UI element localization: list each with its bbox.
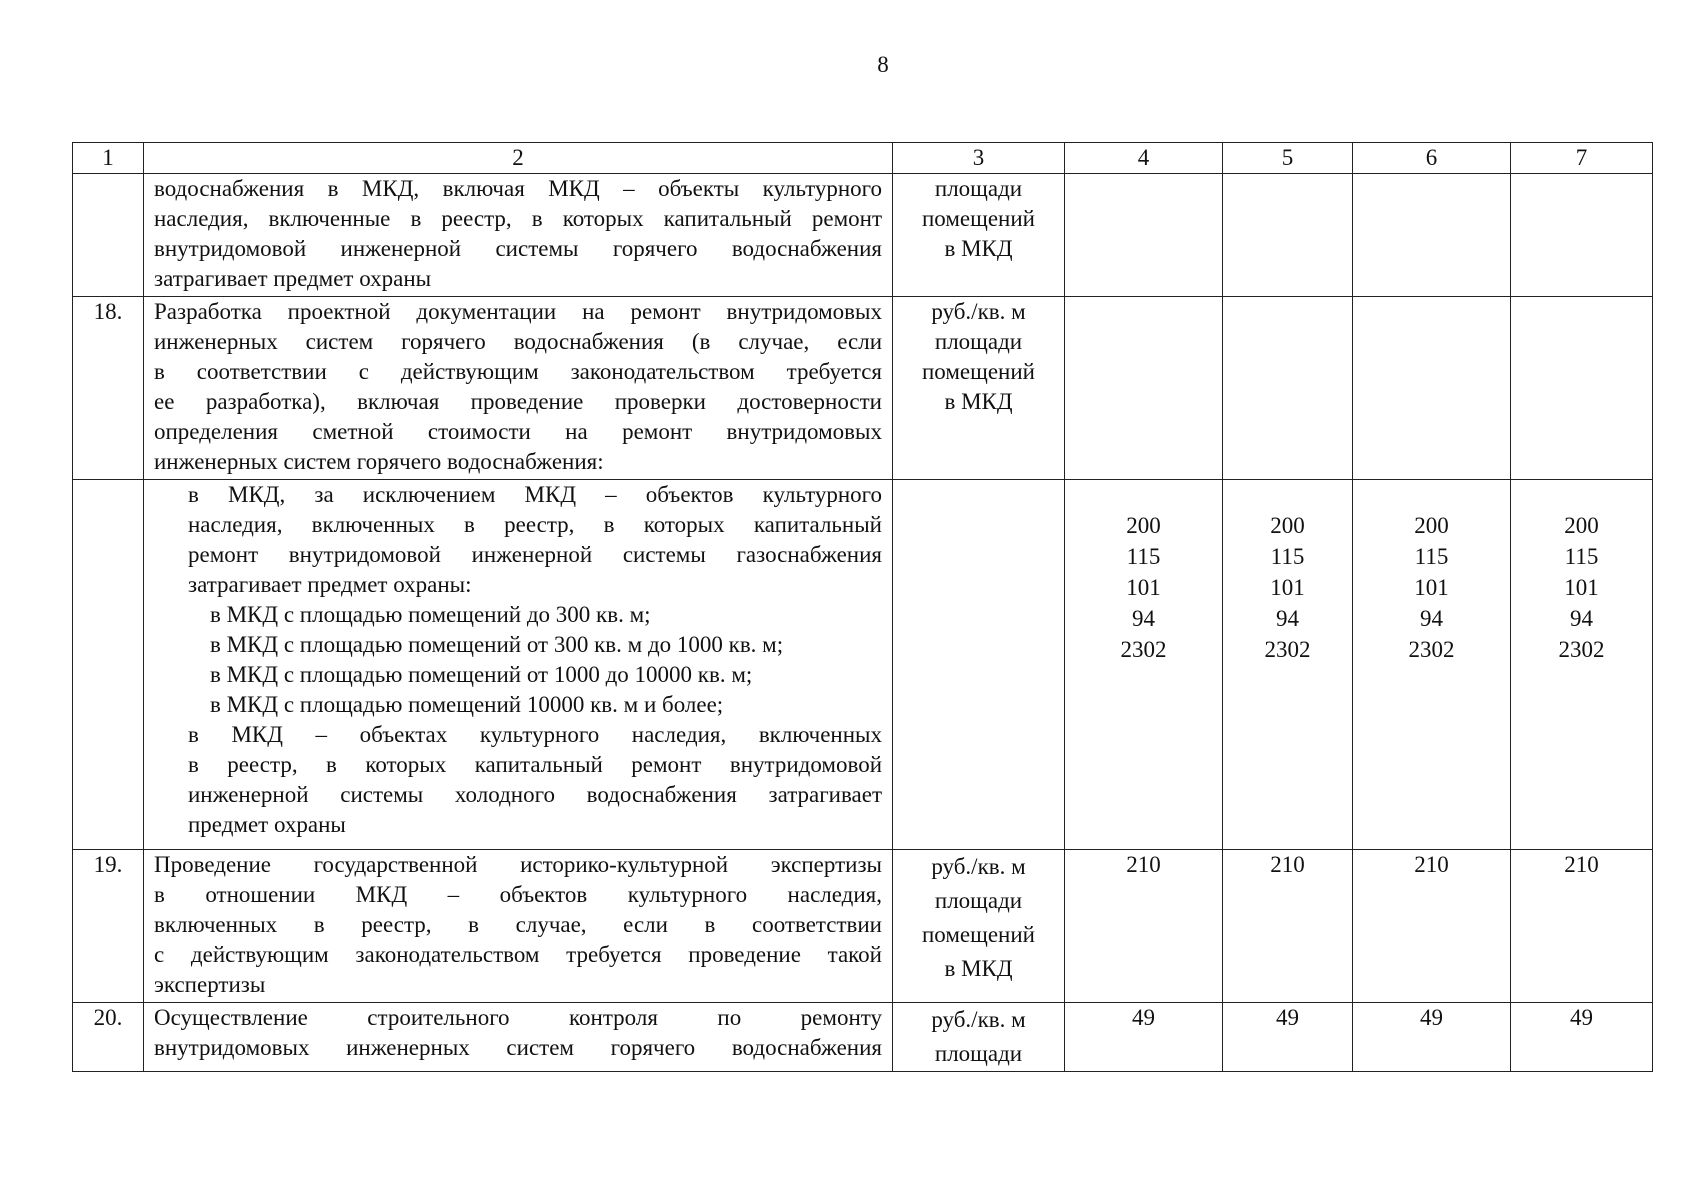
row-description [144, 850, 893, 1003]
header-cell-2: 2 [144, 143, 893, 174]
spacer [1075, 480, 1212, 511]
spacer [1363, 480, 1500, 511]
header-cell-5: 5 [1223, 143, 1353, 174]
value: 2302 [1264, 637, 1311, 662]
table-header-row [73, 143, 1653, 174]
sub-item: в МКД с площадью помещений 10000 кв. м и более; [210, 692, 724, 717]
page-number: 8 [877, 52, 889, 77]
value: 200 [1564, 513, 1599, 538]
desc-line: в МКД – объектах культурного наследия, включенных [188, 722, 882, 747]
desc-line: определения сметной стоимости на ремонт внутридомовых [154, 419, 882, 444]
table-row-20 [73, 1003, 1653, 1072]
unit-cell [893, 480, 1065, 850]
value-cell-col5: 49 [1223, 1003, 1353, 1072]
value-cell [1065, 297, 1223, 480]
desc-line: в МКД, за исключением МКД – объектов культурного [188, 482, 882, 507]
sub-item: в МКД с площадью помещений от 300 кв. м до 1000 кв. м; [210, 632, 784, 657]
table-row-18 [73, 297, 1653, 480]
row-number: 19. [73, 850, 144, 1003]
desc-line: инженерных систем горячего водоснабжения (в случае, если [154, 329, 882, 354]
value: 94 [1276, 606, 1299, 631]
desc-line: затрагивает предмет охраны: [188, 572, 472, 597]
spacer [1521, 480, 1642, 511]
unit-line: помещений [922, 922, 1035, 947]
value-cell [1223, 174, 1353, 297]
row-number [73, 174, 144, 297]
value: 2302 [1120, 637, 1167, 662]
spacer [1233, 480, 1342, 511]
unit-line: площади [934, 329, 1023, 354]
value: 2302 [1408, 637, 1455, 662]
desc-line: Осуществление строительного контроля по ремонту [154, 1005, 882, 1030]
desc-line: инженерных систем горячего водоснабжения: [154, 449, 604, 474]
desc-line: внутридомовых инженерных систем горячего водоснабжения [154, 1035, 882, 1060]
value: 115 [1414, 544, 1449, 569]
unit-line: площади [934, 1041, 1023, 1066]
value: 94 [1132, 606, 1155, 631]
value-cell-col4: 210 [1065, 850, 1223, 1003]
value-cell [1353, 297, 1511, 480]
desc-line: ее разработка), включая проведение проверки достоверности [154, 389, 882, 414]
desc-line: экспертизы [154, 972, 266, 997]
table-row-continuation [73, 174, 1653, 297]
row-description [144, 297, 893, 480]
table-row-19 [73, 850, 1653, 1003]
sub-item: в МКД с площадью помещений до 300 кв. м; [210, 602, 651, 627]
tariff-table [72, 142, 1653, 1072]
value-cell-col7 [1511, 480, 1653, 850]
unit-line: в МКД [944, 389, 1013, 414]
unit-line: помещений [922, 206, 1035, 231]
row-number [73, 480, 144, 850]
desc-line: внутридомовой инженерной системы горячего водоснабжения [154, 236, 882, 261]
value: 94 [1570, 606, 1593, 631]
desc-line: в соответствии с действующим законодательством требуется [154, 359, 882, 384]
value: 115 [1270, 544, 1305, 569]
value-cell [1223, 297, 1353, 480]
desc-line: наследия, включенные в реестр, в которых капитальный ремонт [154, 206, 882, 231]
value-cell-col7: 210 [1511, 850, 1653, 1003]
value: 94 [1420, 606, 1443, 631]
header-cell-1: 1 [73, 143, 144, 174]
value-cell [1511, 174, 1653, 297]
unit-cell [893, 174, 1065, 297]
value-cell-col6: 49 [1353, 1003, 1511, 1072]
unit-line: руб./кв. м [931, 1007, 1026, 1032]
unit-line: площади [934, 888, 1023, 913]
value: 2302 [1558, 637, 1605, 662]
desc-line: предмет охраны [188, 812, 346, 837]
value: 200 [1270, 513, 1305, 538]
value-cell-col5 [1223, 480, 1353, 850]
value-cell [1065, 174, 1223, 297]
desc-line: наследия, включенных в реестр, в которых капитальный [188, 512, 882, 537]
value-cell [1353, 174, 1511, 297]
unit-line: в МКД [944, 956, 1013, 981]
unit-line: руб./кв. м [931, 854, 1026, 879]
desc-line: Проведение государственной историко-культурной экспертизы [154, 852, 882, 877]
sub-intro [154, 480, 882, 600]
unit-line: помещений [922, 359, 1035, 384]
value-cell [1511, 297, 1653, 480]
unit-line: руб./кв. м [931, 299, 1026, 324]
unit-cell [893, 297, 1065, 480]
value: 101 [1414, 575, 1449, 600]
value: 115 [1564, 544, 1599, 569]
unit-line: площади [934, 176, 1023, 201]
value-cell-col6: 210 [1353, 850, 1511, 1003]
desc-line: инженерной системы холодного водоснабжения затрагивает [188, 782, 882, 807]
value-cell-col5: 210 [1223, 850, 1353, 1003]
header-cell-4: 4 [1065, 143, 1223, 174]
desc-line: ремонт внутридомовой инженерной системы газоснабжения [188, 542, 882, 567]
desc-line: включенных в реестр, в случае, если в соответствии [154, 912, 882, 937]
unit-cell [893, 850, 1065, 1003]
header-cell-7: 7 [1511, 143, 1653, 174]
desc-line: затрагивает предмет охраны [154, 266, 432, 291]
row-number: 20. [73, 1003, 144, 1072]
value-cell-col6 [1353, 480, 1511, 850]
desc-line: водоснабжения в МКД, включая МКД – объекты культурного [154, 176, 882, 201]
row-description [144, 174, 893, 297]
header-cell-6: 6 [1353, 143, 1511, 174]
desc-line: в реестр, в которых капитальный ремонт внутридомовой [188, 752, 882, 777]
table-row-18-sub [73, 480, 1653, 850]
desc-line: в отношении МКД – объектов культурного наследия, [154, 882, 882, 907]
value: 101 [1126, 575, 1161, 600]
row-number: 18. [73, 297, 144, 480]
sub-outro [154, 720, 882, 840]
sub-item: в МКД с площадью помещений от 1000 до 10000 кв. м; [210, 662, 753, 687]
desc-line: с действующим законодательством требуется проведение такой [154, 942, 882, 967]
value-cell-col7: 49 [1511, 1003, 1653, 1072]
unit-line: в МКД [944, 236, 1013, 261]
value: 200 [1126, 513, 1161, 538]
header-cell-3: 3 [893, 143, 1065, 174]
value: 200 [1414, 513, 1449, 538]
unit-cell [893, 1003, 1065, 1072]
row-description [144, 480, 893, 850]
value: 115 [1126, 544, 1161, 569]
value-cell-col4 [1065, 480, 1223, 850]
value-cell-col4: 49 [1065, 1003, 1223, 1072]
value: 101 [1270, 575, 1305, 600]
desc-line: Разработка проектной документации на ремонт внутридомовых [154, 299, 882, 324]
row-description [144, 1003, 893, 1072]
value: 101 [1564, 575, 1599, 600]
